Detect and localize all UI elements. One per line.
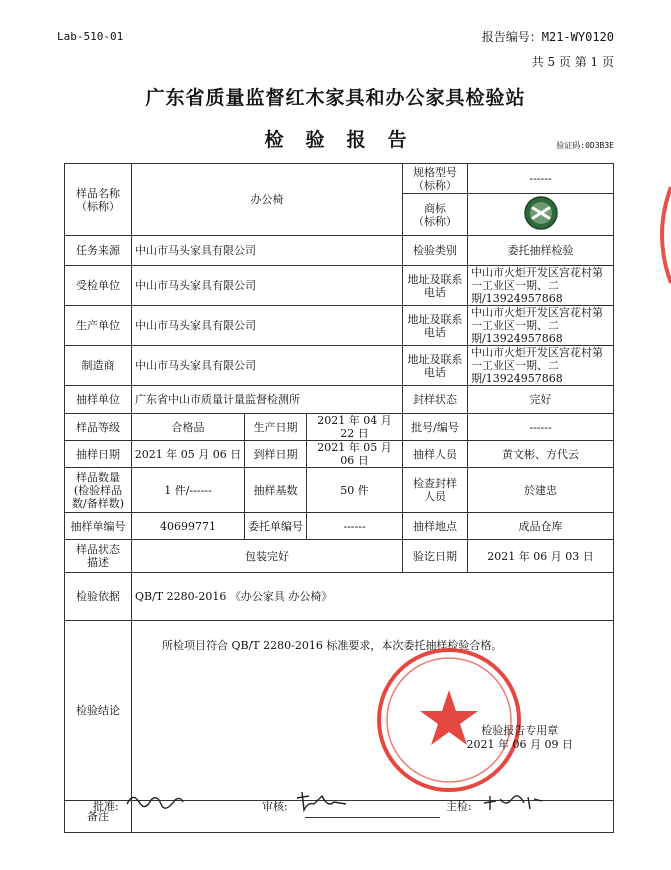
- review-label: 审核:: [262, 800, 288, 813]
- report-number: 报告编号：M21-WY0120: [481, 30, 614, 44]
- manufacturer-label: 制造商: [65, 346, 132, 386]
- qty-label: 样品数量 (检验样品 数/备样数): [65, 468, 132, 513]
- stamp-block: [467, 724, 573, 752]
- arrival-date: 2021 年 05 月 06 日: [307, 441, 403, 468]
- sampling-unit-label: 抽样单位: [65, 386, 132, 414]
- address-phone-label-2: 地址及联系 电话: [403, 306, 468, 346]
- main-inspector-signature-icon: [482, 793, 544, 813]
- sample-name: 办公椅: [132, 164, 403, 236]
- conclusion-label: 检验结论: [65, 621, 132, 801]
- inspected-unit-label: 受检单位: [65, 266, 132, 306]
- samplers: 黄文彬、方代云: [468, 441, 614, 468]
- manufacturer: 中山市马头家具有限公司: [132, 346, 403, 386]
- arrival-date-label: 到样日期: [245, 441, 307, 468]
- period-label: 验讫日期: [403, 540, 468, 573]
- seal-checker-label: 检查封样 人员: [403, 468, 468, 513]
- review-signature-icon: [294, 790, 350, 814]
- seal-status: 完好: [468, 386, 614, 414]
- approve-label: 批准:: [93, 800, 119, 813]
- prod-date-label: 生产日期: [245, 414, 307, 441]
- sampling-date: 2021 年 05 月 06 日: [132, 441, 245, 468]
- conclusion-cell: [132, 621, 614, 801]
- sampling-unit: 广东省中山市质量计量监督检测所: [132, 386, 403, 414]
- sample-name-label: 样品名称 （标称）: [65, 164, 132, 236]
- trademark-label: 商标 （标称）: [403, 194, 468, 236]
- grade-label: 样品等级: [65, 414, 132, 441]
- inspection-type: 委托抽样检验: [468, 236, 614, 266]
- basis-label: 检验依据: [65, 573, 132, 621]
- state: 包装完好: [132, 540, 403, 573]
- document-title: 检验报告: [264, 129, 429, 151]
- prod-date: 2021 年 04 月 22 日: [307, 414, 403, 441]
- seal-status-label: 封样状态: [403, 386, 468, 414]
- inspected-unit: 中山市马头家具有限公司: [132, 266, 403, 306]
- grade: 合格品: [132, 414, 245, 441]
- basis: QB/T 2280-2016 《办公家具 办公椅》: [132, 573, 614, 621]
- page-info: 共 5 页 第 1 页: [531, 55, 614, 69]
- stamp-label: 检验报告专用章: [481, 724, 559, 737]
- remark-label: 备注: [65, 801, 132, 833]
- samplers-label: 抽样人员: [403, 441, 468, 468]
- base: 50 件: [307, 468, 403, 513]
- qty: 1 件/------: [132, 468, 245, 513]
- document-code: Lab-510-01: [57, 30, 124, 43]
- address-phone-2: 中山市火炬开发区宫花村第一工业区一期、二期/13924957868: [468, 306, 614, 346]
- report-table: [64, 163, 614, 833]
- location-label: 抽样地点: [403, 513, 468, 540]
- address-phone-label-1: 地址及联系 电话: [403, 266, 468, 306]
- model-value: ------: [468, 164, 614, 194]
- conclusion-text: 所检项目符合 QB/T 2280-2016 标准要求，本次委托抽样检验合格。: [162, 639, 503, 652]
- remark-line: [305, 816, 440, 818]
- base-label: 抽样基数: [245, 468, 307, 513]
- approve-signature-icon: [125, 790, 185, 812]
- producer: 中山市马头家具有限公司: [132, 306, 403, 346]
- task-source-label: 任务来源: [65, 236, 132, 266]
- main-inspector-label: 主检:: [446, 800, 472, 813]
- address-phone-1: 中山市火炬开发区宫花村第一工业区一期、二期/13924957868: [468, 266, 614, 306]
- seal-checker: 於建忠: [468, 468, 614, 513]
- trademark-cell: [468, 194, 614, 236]
- verification-code: 验证码:0D3B3E: [556, 141, 614, 150]
- commission-no-label: 委托单编号: [245, 513, 307, 540]
- trademark-logo-icon: [523, 195, 559, 231]
- stamp-date: 2021 年 06 月 09 日: [466, 738, 574, 751]
- period: 2021 年 06 月 03 日: [468, 540, 614, 573]
- batch-label: 批号/编号: [403, 414, 468, 441]
- producer-label: 生产单位: [65, 306, 132, 346]
- batch: ------: [468, 414, 614, 441]
- address-phone-3: 中山市火炬开发区宫花村第一工业区一期、二期/13924957868: [468, 346, 614, 386]
- state-label: 样品状态 描述: [65, 540, 132, 573]
- inspection-type-label: 检验类别: [403, 236, 468, 266]
- sample-no-label: 抽样单编号: [65, 513, 132, 540]
- task-source: 中山市马头家具有限公司: [132, 236, 403, 266]
- edge-seal-fragment-icon: [649, 185, 671, 285]
- official-seal-icon: [374, 645, 524, 795]
- address-phone-label-3: 地址及联系 电话: [403, 346, 468, 386]
- location: 成品仓库: [468, 513, 614, 540]
- commission-no: ------: [307, 513, 403, 540]
- organization-title: 广东省质量监督红木家具和办公家具检验站: [145, 87, 526, 109]
- model-label: 规格型号 （标称）: [403, 164, 468, 194]
- sample-no: 40699771: [132, 513, 245, 540]
- sampling-date-label: 抽样日期: [65, 441, 132, 468]
